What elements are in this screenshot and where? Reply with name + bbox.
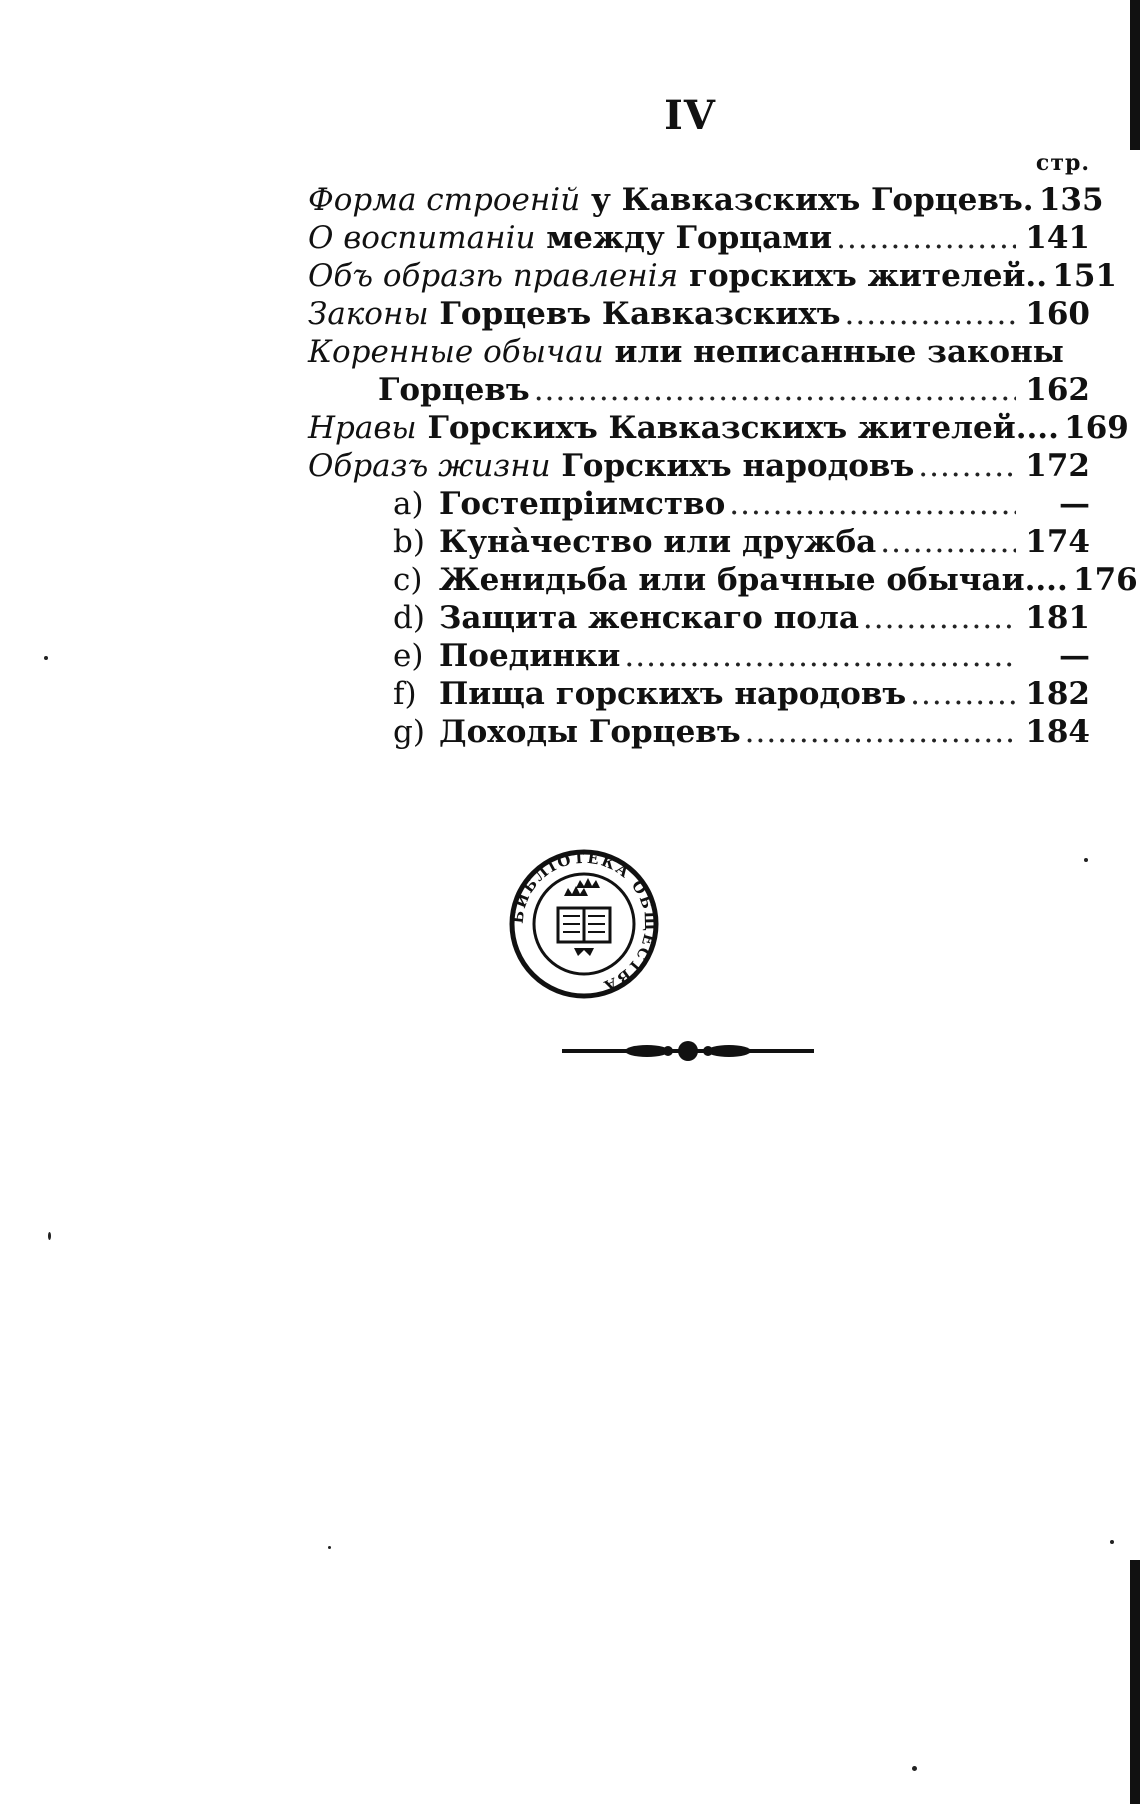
toc-entry-title [308, 295, 841, 333]
toc-entry-text: у Кавказскихъ Горцевъ. [580, 182, 1034, 218]
toc-entry-letter: g) [393, 714, 425, 750]
toc-entry-page-number: 184 [1025, 714, 1090, 750]
toc-entry-title [308, 181, 1034, 219]
paper-speck [328, 1546, 331, 1549]
toc-entry [308, 181, 1104, 219]
toc-entry-text: Горцевъ [378, 372, 530, 408]
toc-entry-text: между Горцами [535, 220, 833, 256]
page-number: IV [664, 92, 716, 139]
toc-entry-text: Женидьба или брачные обычаи.... [439, 562, 1068, 598]
toc-entry [308, 599, 1090, 637]
toc-entry-title [308, 447, 914, 485]
toc-entry-title [308, 257, 1047, 295]
dot-leader [534, 371, 1016, 409]
toc-entry-page-number: 181 [1025, 600, 1090, 636]
toc-entry-title [393, 523, 876, 561]
toc-entry-text: Пища горскихъ народовъ [439, 676, 907, 712]
paper-speck [44, 656, 48, 660]
stamp-inscription: БИБЛІОТЕКА ОБЩЕСТВА [508, 848, 660, 996]
dot-leader [836, 219, 1016, 257]
toc-entry-letter: f) [393, 676, 417, 712]
toc-entry-title [308, 219, 832, 257]
toc-entry-page-number: 176 [1073, 562, 1138, 598]
toc-entry-text: или неписанные законы [603, 334, 1064, 370]
toc-entry-text: Горскихъ Кавказскихъ жителей.... [416, 410, 1059, 446]
toc-entry-title [393, 637, 620, 675]
toc-entry-letter: d) [393, 600, 425, 636]
dot-leader [745, 713, 1016, 751]
toc-entry-title [393, 675, 906, 713]
toc-entry [308, 637, 1090, 675]
toc-entry [308, 219, 1090, 257]
dot-leader [624, 637, 1016, 675]
paper-speck [1110, 1540, 1114, 1544]
toc-entry-page-number: — [1059, 486, 1090, 522]
toc-entry-title [308, 409, 1059, 447]
toc-entry-text: Горскихъ народовъ [550, 448, 915, 484]
toc-entry-page-number: — [1059, 638, 1090, 674]
paper-speck [1084, 858, 1088, 862]
dot-leader [729, 485, 1016, 523]
toc-entry-title [308, 333, 1064, 371]
toc-entry-letter: a) [393, 486, 424, 522]
toc-entry-text: Объ образѣ правленія [308, 258, 679, 294]
dot-leader [910, 675, 1016, 713]
toc-entry [308, 713, 1090, 751]
toc-entry-text: Образъ жизни [308, 448, 551, 484]
toc-entry-text: Горцевъ Кавказскихъ [428, 296, 841, 332]
table-of-contents [308, 181, 1138, 751]
toc-entry-page-number: 162 [1025, 372, 1090, 408]
toc-entry-page-number: 174 [1025, 524, 1090, 560]
page-edge-shadow-bottom [1130, 1560, 1140, 1804]
toc-entry [308, 295, 1090, 333]
toc-entry-text: горскихъ жителей.. [678, 258, 1047, 294]
toc-entry-letter: b) [393, 524, 425, 560]
dot-leader [845, 295, 1016, 333]
toc-entry-text: Коренные обычаи [308, 334, 604, 370]
toc-entry-text: О воспитаніи [308, 220, 536, 256]
toc-entry-title [393, 713, 741, 751]
toc-entry-text: Форма строеній [308, 182, 581, 218]
dot-leader [918, 447, 1016, 485]
toc-entry [308, 371, 1090, 409]
toc-entry-page-number: 160 [1025, 296, 1090, 332]
toc-entry-text: Законы [308, 296, 429, 332]
toc-entry-page-number: 182 [1025, 676, 1090, 712]
toc-entry-title [393, 561, 1068, 599]
toc-entry-text: Кунàчество или дружба [439, 524, 877, 560]
toc-entry-page-number: 169 [1064, 410, 1129, 446]
dot-leader [880, 523, 1016, 561]
toc-entry-page-number: 135 [1038, 182, 1104, 218]
decorative-rule-ornament [562, 1037, 814, 1065]
toc-entry-page-number: 172 [1025, 448, 1090, 484]
toc-entry [308, 523, 1090, 561]
toc-entry-text: Поединки [439, 638, 621, 674]
toc-entry-letter: c) [393, 562, 423, 598]
toc-entry [308, 675, 1090, 713]
toc-entry [308, 447, 1090, 485]
toc-entry-text: Нравы [308, 410, 417, 446]
toc-entry-title [393, 485, 725, 523]
paper-speck [912, 1766, 917, 1771]
toc-entry-title [393, 599, 859, 637]
toc-entry [308, 257, 1117, 295]
toc-entry [308, 561, 1138, 599]
toc-entry-text: Доходы Горцевъ [439, 714, 741, 750]
toc-entry-page-number: 151 [1052, 258, 1117, 294]
page-column-header: стр. [1035, 150, 1090, 176]
toc-entry-text: Защита женскаго пола [439, 600, 859, 636]
toc-entry [308, 485, 1090, 523]
paper-speck [48, 1232, 51, 1240]
toc-entry [308, 333, 1090, 371]
toc-entry-page-number: 141 [1025, 220, 1090, 256]
toc-entry-letter: e) [393, 638, 424, 674]
toc-entry-title [378, 371, 530, 409]
toc-entry [308, 409, 1129, 447]
dot-leader [863, 599, 1016, 637]
toc-entry-text: Гостепріимство [439, 486, 726, 522]
library-stamp-icon [508, 848, 660, 1000]
